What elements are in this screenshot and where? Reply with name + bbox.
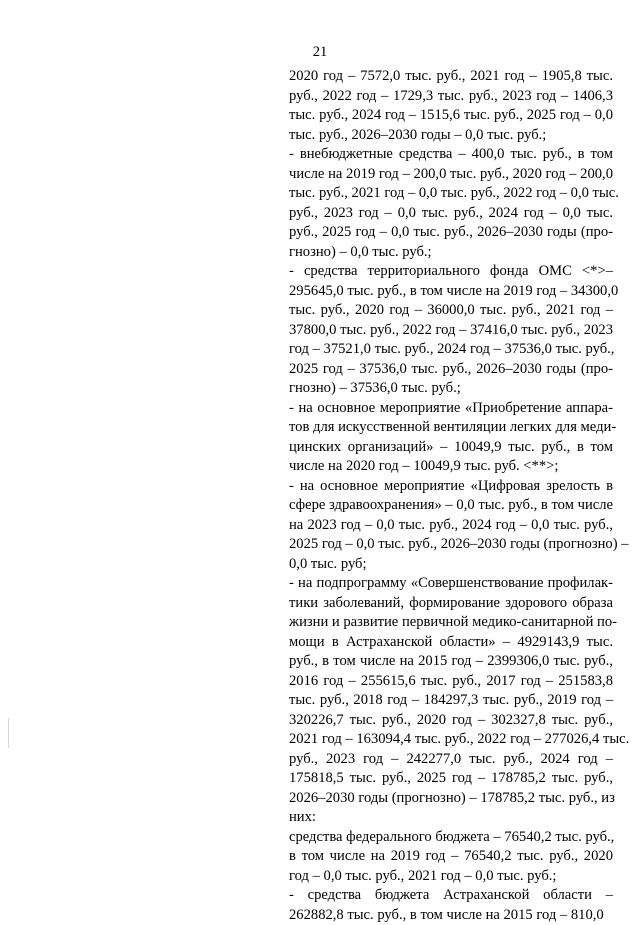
text-line: год – 37521,0 тыс. руб., 2024 год – 37536,0 тыс. руб., [289,340,613,360]
text-line: - на основное мероприятие «Приобретение аппара- [289,399,613,419]
paragraph [289,145,613,262]
text-line: руб., 2022 год – 1729,3 тыс. руб., 2023 год – 1406,3 [289,87,613,107]
text-line: числе на 2019 год – 200,0 тыс. руб., 2020 год – 200,0 [289,165,613,185]
text-line: 2020 год – 7572,0 тыс. руб., 2021 год – 1905,8 тыс. [289,67,613,87]
text-line: 2016 год – 255615,6 тыс. руб., 2017 год – 251583,8 [289,672,613,692]
text-line: 0,0 тыс. руб; [289,555,613,575]
text-line: средства федерального бюджета – 76540,2 тыс. руб., [289,828,613,848]
text-line: - на подпрограмму «Совершенствование профилак- [289,574,613,594]
text-line: 2026–2030 годы (прогнозно) – 178785,2 тыс. руб., из [289,789,613,809]
text-line: гнозно) – 0,0 тыс. руб.; [289,243,613,263]
text-line: тыс. руб., 2021 год – 0,0 тыс. руб., 2022 год – 0,0 тыс. [289,184,613,204]
text-line: сфере здравоохранения» – 0,0 тыс. руб., в том числе [289,496,613,516]
text-line: жизни и развитие первичной медико-санитарной по- [289,613,613,633]
text-line: руб., 2025 год – 0,0 тыс. руб., 2026–2030 годы (про- [289,223,613,243]
text-line: тыс. руб., 2026–2030 годы – 0,0 тыс. руб.; [289,126,613,146]
page-number: 21 [0,44,640,61]
paragraph [289,574,613,828]
text-line: 37800,0 тыс. руб., 2022 год – 37416,0 тыс. руб., 2023 [289,321,613,341]
text-line: в том числе на 2019 год – 76540,2 тыс. руб., 2020 [289,847,613,867]
text-line: 320226,7 тыс. руб., 2020 год – 302327,8 тыс. руб., [289,711,613,731]
text-line: тов для искусственной вентиляции легких для меди- [289,418,613,438]
text-line: числе на 2020 год – 10049,9 тыс. руб. <**>; [289,457,613,477]
text-line: цинских организаций» – 10049,9 тыс. руб., в том [289,438,613,458]
text-line: 295645,0 тыс. руб., в том числе на 2019 год – 34300,0 [289,282,613,302]
text-line: тыс. руб., 2018 год – 184297,3 тыс. руб., 2019 год – [289,691,613,711]
paragraph [289,262,613,399]
text-line: 262882,8 тыс. руб., в том числе на 2015 год – 810,0 [289,906,613,925]
text-line: руб., в том числе на 2015 год – 2399306,0 тыс. руб., [289,652,613,672]
text-line: тыс. руб., 2020 год – 36000,0 тыс. руб., 2021 год – [289,301,613,321]
text-line: тыс. руб., 2024 год – 1515,6 тыс. руб., 2025 год – 0,0 [289,106,613,126]
scan-artifact [8,718,9,748]
text-line: мощи в Астраханской области» – 4929143,9 тыс. [289,633,613,653]
text-line: - средства территориального фонда ОМС <*>– [289,262,613,282]
text-line: 2025 год – 37536,0 тыс. руб., 2026–2030 годы (про- [289,360,613,380]
paragraph [289,886,613,925]
text-line: гнозно) – 37536,0 тыс. руб.; [289,379,613,399]
paragraph [289,477,613,575]
text-line: них: [289,808,613,828]
text-line: 2021 год – 163094,4 тыс. руб., 2022 год – 277026,4 тыс. [289,730,613,750]
text-line: 175818,5 тыс. руб., 2025 год – 178785,2 тыс. руб., [289,769,613,789]
text-line: - на основное мероприятие «Цифровая зрелость в [289,477,613,497]
text-line: - средства бюджета Астраханской области – [289,886,613,906]
text-line: на 2023 год – 0,0 тыс. руб., 2024 год – 0,0 тыс. руб., [289,516,613,536]
text-line: руб., 2023 год – 0,0 тыс. руб., 2024 год – 0,0 тыс. [289,204,613,224]
text-line: руб., 2023 год – 242277,0 тыс. руб., 2024 год – [289,750,613,770]
text-line: 2025 год – 0,0 тыс. руб., 2026–2030 годы (прогнозно) – [289,535,613,555]
text-line: тики заболеваний, формирование здорового образа [289,594,613,614]
paragraph [289,828,613,887]
paragraph [289,67,613,145]
body-text [289,67,613,925]
text-line: год – 0,0 тыс. руб., 2021 год – 0,0 тыс. руб.; [289,867,613,887]
text-line: - внебюджетные средства – 400,0 тыс. руб., в том [289,145,613,165]
paragraph [289,399,613,477]
